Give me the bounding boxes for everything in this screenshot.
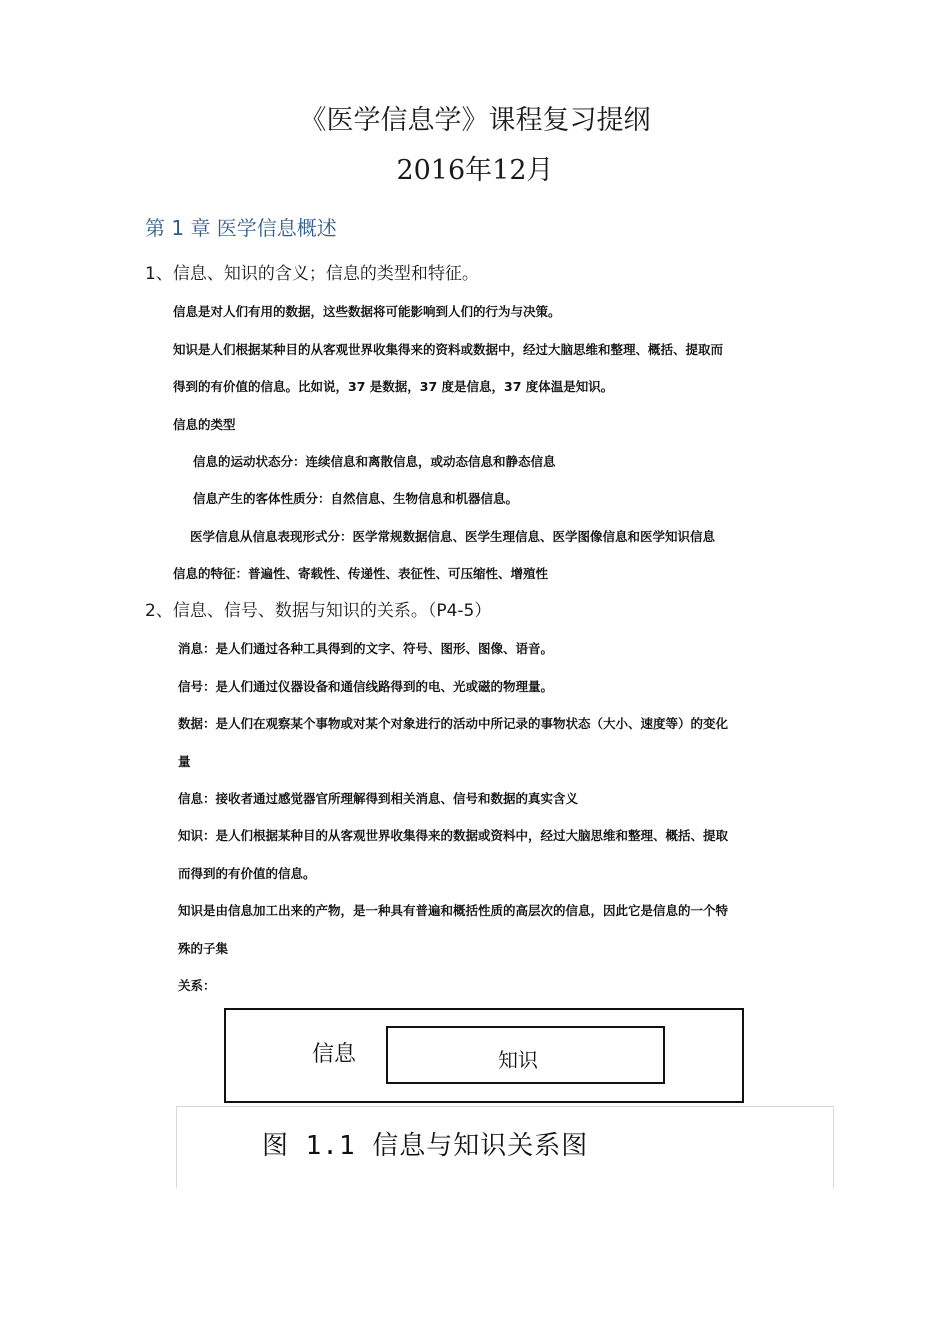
knowledge-subset-label: 知识 <box>498 1048 538 1072</box>
knowledge-subset-line1: 知识是由信息加工出来的产物，是一种具有普遍和概括性质的高层次的信息，因此它是信息的一个特 <box>178 903 729 918</box>
relation-label: 关系： <box>178 978 216 993</box>
chapter-heading: 第 1 章 医学信息概述 <box>145 216 337 240</box>
info-type-motion: 信息的运动状态分：连续信息和离散信息，或动态信息和静态信息 <box>193 454 556 469</box>
info-type-object: 信息产生的客体性质分：自然信息、生物信息和机器信息。 <box>193 491 519 506</box>
knowledge-definition-line1: 知识是人们根据某种目的从客观世界收集得来的资料或数据中，经过大脑思维和整理、概括、提取而 <box>173 342 724 357</box>
document-date: 2016年12月 <box>396 155 554 186</box>
data-definition-line2: 量 <box>178 754 191 769</box>
knowledge-definition-line2: 得到的有价值的信息。比如说，37 是数据，37 度是信息，37 度体温是知识。 <box>173 379 614 394</box>
information-set-label: 信息 <box>312 1042 357 1067</box>
info-definition: 信息是对人们有用的数据，这些数据将可能影响到人们的行为与决策。 <box>173 304 561 319</box>
info-features: 信息的特征：普遍性、寄载性、传递性、表征性、可压缩性、增殖性 <box>173 566 549 581</box>
document-title: 《医学信息学》课程复习提纲 <box>299 105 651 136</box>
data-definition-line1: 数据：是人们在观察某个事物或对某个对象进行的活动中所记录的事物状态（大小、速度等）的变化 <box>178 716 729 731</box>
section-1-heading: 1、信息、知识的含义；信息的类型和特征。 <box>145 264 479 284</box>
figure-caption: 图 1.1 信息与知识关系图 <box>262 1131 589 1161</box>
message-definition: 消息：是人们通过各种工具得到的文字、符号、图形、图像、语音。 <box>178 641 554 656</box>
knowledge-subset-line2: 殊的子集 <box>178 941 229 956</box>
knowledge-def-2-line2: 而得到的有价值的信息。 <box>178 866 316 881</box>
knowledge-def-2-line1: 知识：是人们根据某种目的从客观世界收集得来的数据或资料中，经过大脑思维和整理、概括、提取 <box>178 828 729 843</box>
info-type-medical: 医学信息从信息表现形式分：医学常规数据信息、医学生理信息、医学图像信息和医学知识信息 <box>190 529 716 544</box>
information-definition: 信息：接收者通过感觉器官所理解得到相关消息、信号和数据的真实含义 <box>178 791 579 806</box>
section-2-heading: 2、信息、信号、数据与知识的关系。（P4-5） <box>145 601 492 621</box>
info-types-label: 信息的类型 <box>173 417 236 432</box>
signal-definition: 信号：是人们通过仪器设备和通信线路得到的电、光或磁的物理量。 <box>178 679 554 694</box>
